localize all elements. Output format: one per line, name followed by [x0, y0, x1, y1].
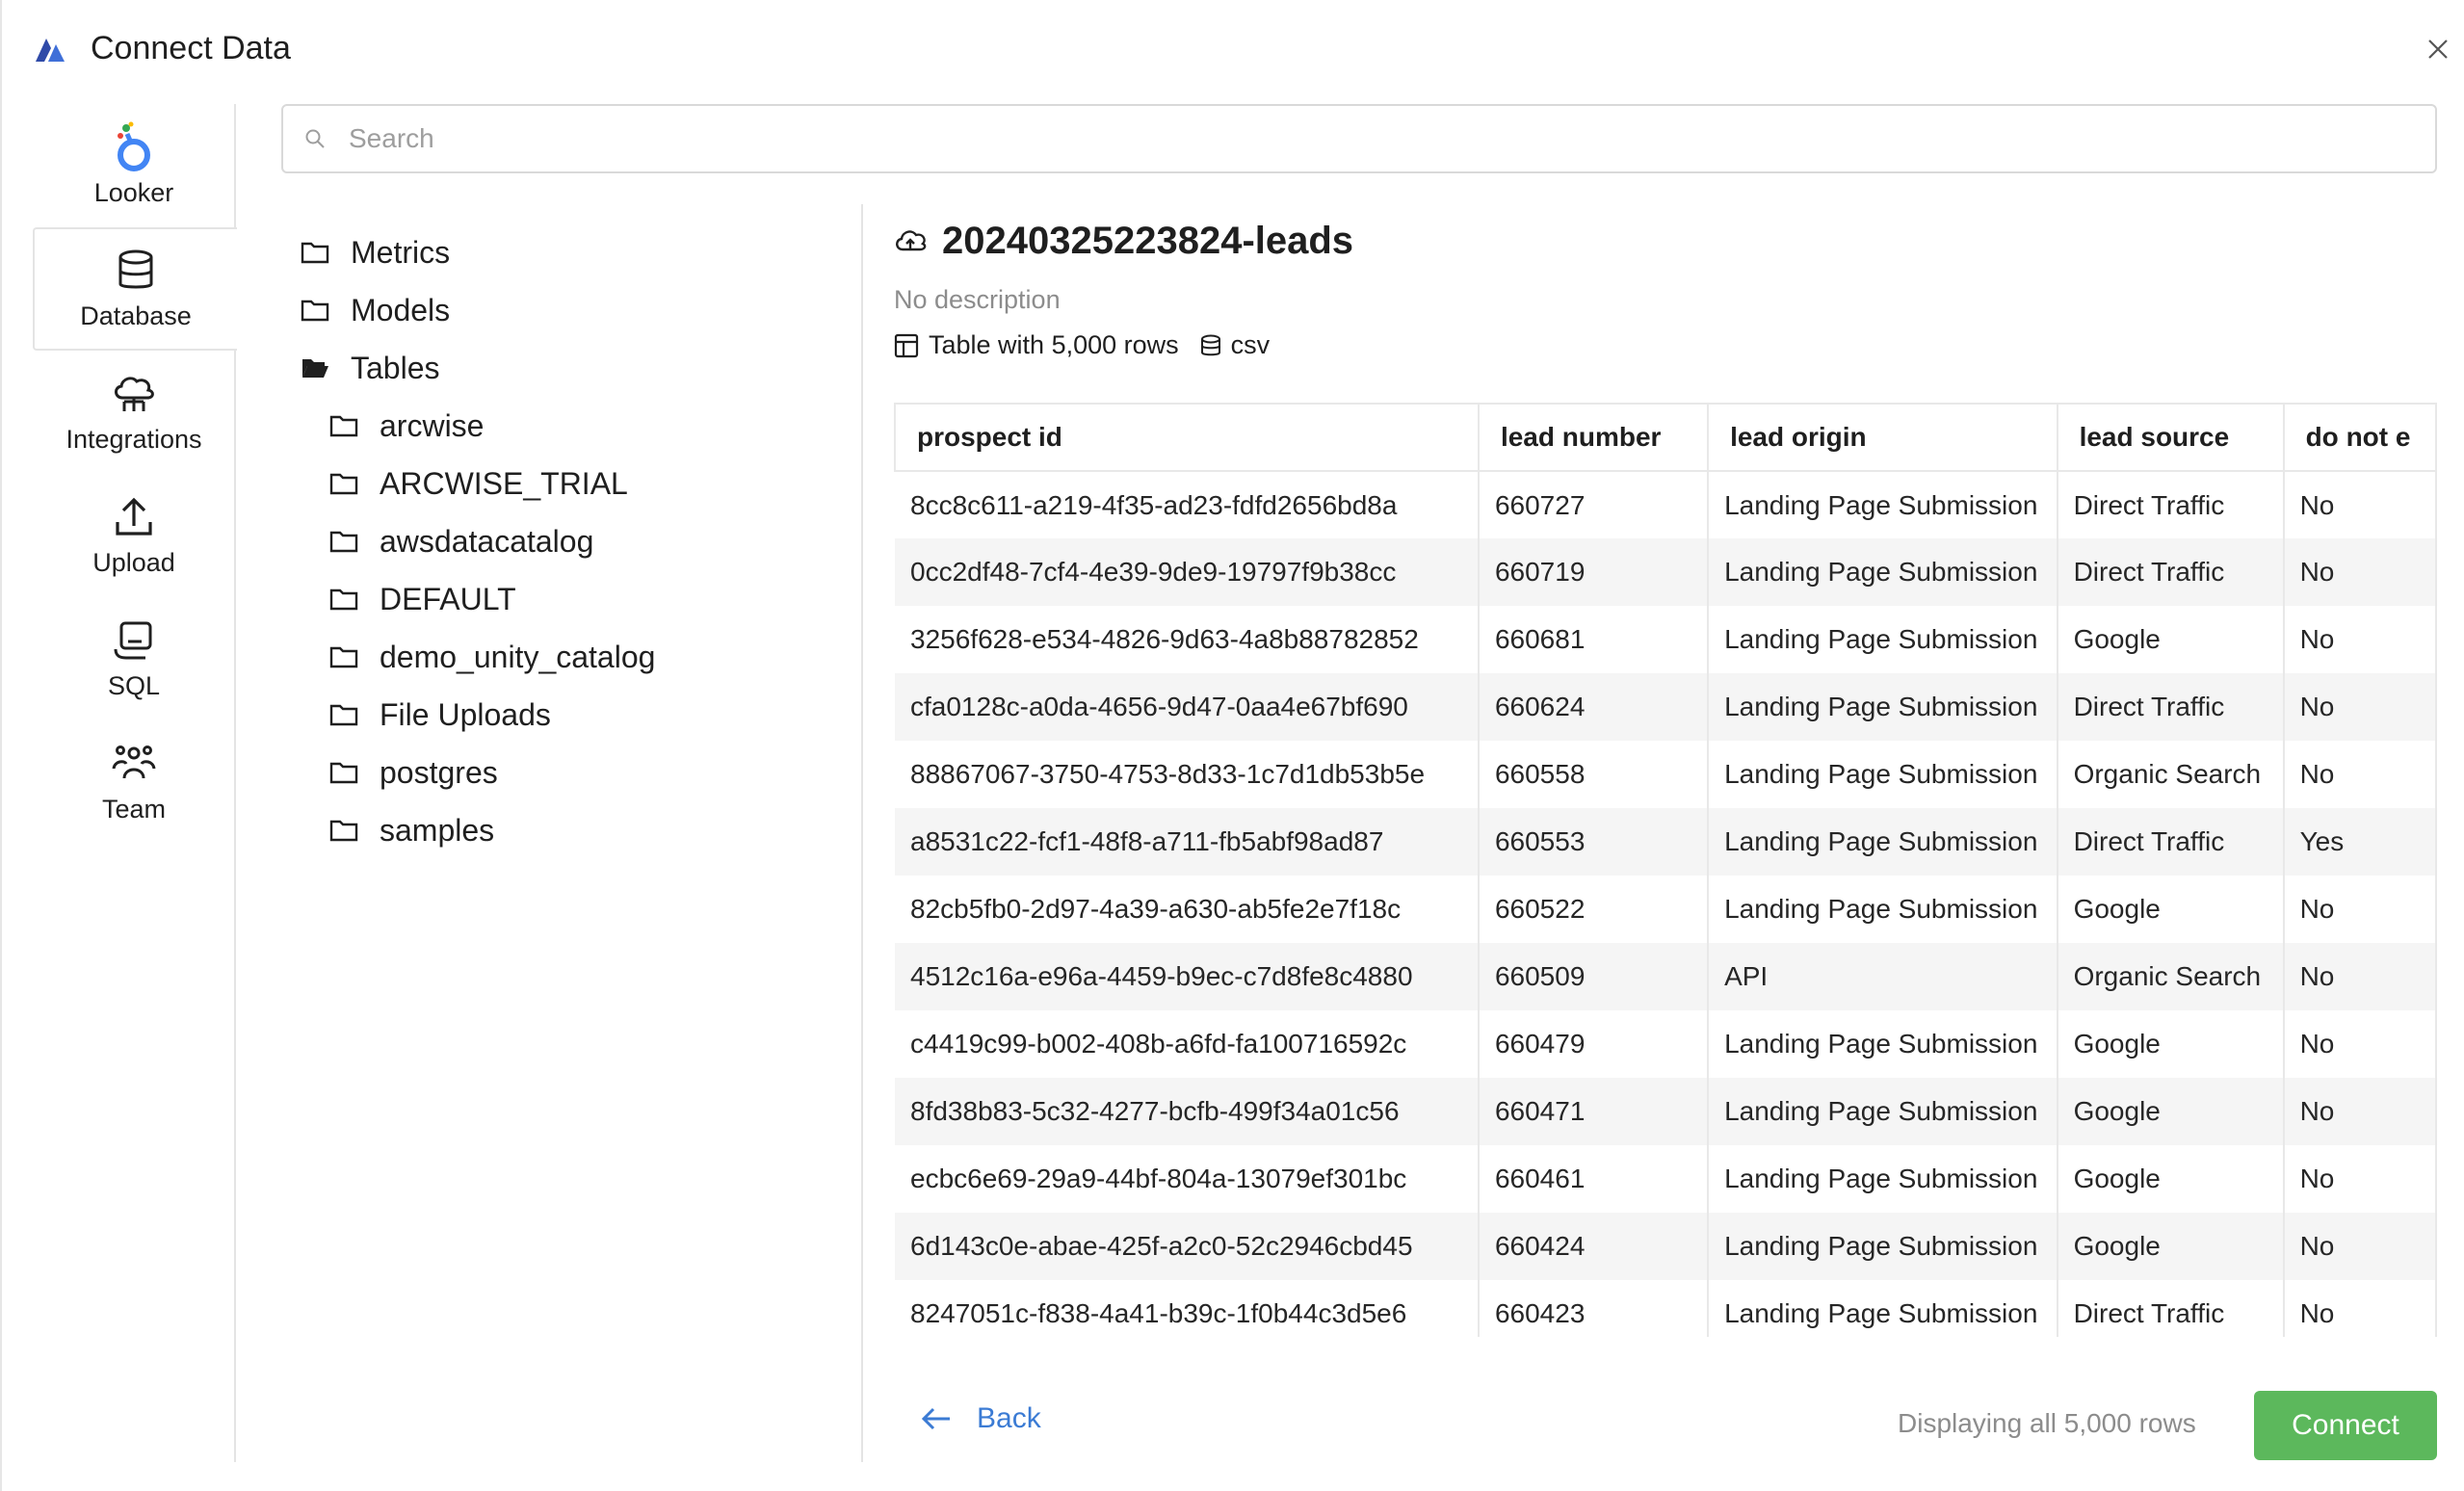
table-cell: 660509 — [1479, 943, 1708, 1010]
dialog-title: Connect Data — [91, 29, 291, 66]
catalog-tree — [301, 223, 655, 859]
dialog-header — [33, 27, 291, 69]
table-cell: No — [2284, 876, 2436, 943]
folder-icon — [329, 760, 358, 785]
table-name: 20240325223824-leads — [942, 219, 1354, 262]
upload-icon — [111, 494, 157, 540]
table-cell: No — [2284, 538, 2436, 606]
table-cell: Landing Page Submission — [1708, 1145, 2058, 1213]
column-header[interactable]: lead source — [2058, 404, 2284, 471]
tree-label: Metrics — [351, 234, 451, 270]
table-cell: 6d143c0e-abae-425f-a2c0-52c2946cbd45 — [895, 1213, 1479, 1280]
folder-icon — [329, 587, 358, 612]
table-cell: 4512c16a-e96a-4459-b9ec-c7d8fe8c4880 — [895, 943, 1479, 1010]
table-cell: 88867067-3750-4753-8d33-1c7d1db53b5e — [895, 741, 1479, 808]
column-header[interactable]: prospect id — [895, 404, 1479, 471]
table-cell: No — [2284, 1010, 2436, 1078]
table-cell: 660681 — [1479, 606, 1708, 673]
detail-title — [894, 212, 2464, 270]
nav-label-sql: SQL — [107, 670, 161, 700]
search-box[interactable] — [281, 104, 2437, 173]
table-cell: ecbc6e69-29a9-44bf-804a-13079ef301bc — [895, 1145, 1479, 1213]
table-row — [895, 808, 2436, 876]
table-cell: 8247051c-f838-4a41-b39c-1f0b44c3d5e6 — [895, 1280, 1479, 1337]
table-cell: Google — [2058, 1010, 2284, 1078]
table-cell: Organic Search — [2058, 741, 2284, 808]
table-cell: Landing Page Submission — [1708, 673, 2058, 741]
table-cell: Landing Page Submission — [1708, 606, 2058, 673]
nav-item-integrations[interactable] — [33, 351, 235, 474]
table-cell: Landing Page Submission — [1708, 1078, 2058, 1145]
data-preview-table[interactable] — [894, 403, 2437, 1337]
table-cell: No — [2284, 1280, 2436, 1337]
nav-label-looker: Looker — [93, 177, 174, 207]
tree-item-child[interactable] — [301, 744, 655, 801]
table-cell: Landing Page Submission — [1708, 741, 2058, 808]
table-cell: Direct Traffic — [2058, 1280, 2284, 1337]
table-cell: 660727 — [1479, 471, 1708, 538]
tree-label: arcwise — [380, 407, 485, 443]
table-description: No description — [894, 285, 1061, 314]
table-cell: No — [2284, 943, 2436, 1010]
cloud-upload-icon — [894, 227, 927, 254]
table-cell: 82cb5fb0-2d97-4a39-a630-ab5fe2e7f18c — [895, 876, 1479, 943]
tree-item-child[interactable] — [301, 455, 655, 512]
tree-item-child[interactable] — [301, 512, 655, 570]
table-cell: No — [2284, 606, 2436, 673]
table-cell: No — [2284, 741, 2436, 808]
table-cell: 660522 — [1479, 876, 1708, 943]
table-cell: Landing Page Submission — [1708, 1213, 2058, 1280]
back-label: Back — [977, 1402, 1041, 1434]
close-button[interactable] — [2422, 33, 2454, 65]
nav-item-looker[interactable] — [33, 104, 235, 227]
tree-item-child[interactable] — [301, 628, 655, 686]
database-icon — [113, 248, 159, 294]
tree-label: DEFAULT — [380, 581, 516, 616]
tree-divider — [861, 204, 863, 1462]
table-cell: 660553 — [1479, 808, 1708, 876]
tree-label: ARCWISE_TRIAL — [380, 465, 628, 501]
tree-item-child[interactable] — [301, 397, 655, 455]
tree-label: samples — [380, 812, 495, 848]
table-cell: Landing Page Submission — [1708, 808, 2058, 876]
team-icon — [111, 741, 157, 787]
table-cell: No — [2284, 1213, 2436, 1280]
table-cell: Yes — [2284, 808, 2436, 876]
table-cell: 8cc8c611-a219-4f35-ad23-fdfd2656bd8a — [895, 471, 1479, 538]
table-cell: 660624 — [1479, 673, 1708, 741]
table-cell: Landing Page Submission — [1708, 538, 2058, 606]
sql-terminal-icon — [111, 617, 157, 664]
nav-item-upload[interactable] — [33, 474, 235, 597]
table-row — [895, 538, 2436, 606]
table-cell: Direct Traffic — [2058, 673, 2284, 741]
source-label: csv — [1230, 330, 1271, 359]
tree-item-models[interactable] — [301, 281, 655, 339]
table-cell: a8531c22-fcf1-48f8-a711-fb5abf98ad87 — [895, 808, 1479, 876]
table-cell: 3256f628-e534-4826-9d63-4a8b88782852 — [895, 606, 1479, 673]
tree-label: File Uploads — [380, 696, 551, 732]
table-cell: 660423 — [1479, 1280, 1708, 1337]
folder-icon — [301, 298, 329, 323]
table-cell: 660558 — [1479, 741, 1708, 808]
table-row — [895, 673, 2436, 741]
table-row — [895, 876, 2436, 943]
table-row — [895, 1280, 2436, 1337]
table-grid-icon — [894, 333, 919, 358]
tree-label: awsdatacatalog — [380, 523, 594, 559]
table-cell: No — [2284, 471, 2436, 538]
table-cell: Google — [2058, 606, 2284, 673]
source-nav — [33, 104, 235, 844]
tree-item-metrics[interactable] — [301, 223, 655, 281]
table-row — [895, 741, 2436, 808]
table-cell: Landing Page Submission — [1708, 1280, 2058, 1337]
tree-item-child[interactable] — [301, 570, 655, 628]
tree-label: Tables — [351, 350, 440, 385]
search-icon — [304, 128, 326, 149]
nav-item-sql[interactable] — [33, 597, 235, 720]
table-cell: 0cc2df48-7cf4-4e39-9de9-19797f9b38cc — [895, 538, 1479, 606]
folder-open-icon — [301, 355, 329, 380]
tree-item-child[interactable] — [301, 801, 655, 859]
table-cell: API — [1708, 943, 2058, 1010]
tree-item-child[interactable] — [301, 686, 655, 744]
arrow-left-icon — [921, 1406, 952, 1431]
table-meta — [894, 330, 2464, 360]
arcwise-logo-icon — [33, 31, 67, 65]
tree-label: demo_unity_catalog — [380, 639, 656, 674]
row-count-meta — [894, 330, 1179, 360]
table-cell: 660719 — [1479, 538, 1708, 606]
back-button[interactable] — [921, 1402, 1041, 1435]
table-cell: 660479 — [1479, 1010, 1708, 1078]
table-row — [895, 1145, 2436, 1213]
database-small-icon — [1200, 334, 1221, 357]
nav-item-database[interactable] — [33, 227, 237, 351]
table-row — [895, 471, 2436, 538]
table-cell: Google — [2058, 1145, 2284, 1213]
folder-icon — [329, 471, 358, 496]
table-header-row — [895, 404, 2436, 471]
table-row — [895, 606, 2436, 673]
table-row — [895, 1213, 2436, 1280]
nav-label-database: Database — [80, 301, 192, 330]
close-icon — [2426, 38, 2450, 61]
table-row — [895, 1010, 2436, 1078]
table-cell: No — [2284, 1145, 2436, 1213]
column-header[interactable]: lead number — [1479, 404, 1708, 471]
table-cell: Landing Page Submission — [1708, 1010, 2058, 1078]
row-count-status: Displaying all 5,000 rows — [1898, 1408, 2196, 1438]
folder-icon — [329, 644, 358, 669]
table-cell: Organic Search — [2058, 943, 2284, 1010]
table-cell: Direct Traffic — [2058, 471, 2284, 538]
table-cell: Landing Page Submission — [1708, 471, 2058, 538]
nav-label-integrations: Integrations — [66, 424, 202, 454]
connect-button[interactable]: Connect — [2254, 1391, 2437, 1460]
nav-item-team[interactable] — [33, 720, 235, 844]
table-cell: Direct Traffic — [2058, 808, 2284, 876]
tree-label: Models — [351, 292, 451, 327]
table-cell: Google — [2058, 1078, 2284, 1145]
rows-label: Table with 5,000 rows — [929, 330, 1179, 359]
nav-label-team: Team — [101, 794, 167, 824]
folder-icon — [301, 240, 329, 265]
source-meta — [1200, 330, 1271, 360]
dialog-left-border — [0, 0, 2, 1491]
folder-icon — [329, 413, 358, 438]
table-cell: cfa0128c-a0da-4656-9d47-0aa4e67bf690 — [895, 673, 1479, 741]
table-row — [895, 943, 2436, 1010]
table-cell: No — [2284, 673, 2436, 741]
table-cell: 8fd38b83-5c32-4277-bcfb-499f34a01c56 — [895, 1078, 1479, 1145]
tree-item-tables[interactable] — [301, 339, 655, 397]
tree-label: postgres — [380, 754, 498, 790]
table-cell: 660461 — [1479, 1145, 1708, 1213]
table-cell: No — [2284, 1078, 2436, 1145]
search-input[interactable] — [349, 123, 2275, 154]
table-cell: Landing Page Submission — [1708, 876, 2058, 943]
table-cell: 660424 — [1479, 1213, 1708, 1280]
table-detail — [894, 204, 2464, 360]
table-cell: Google — [2058, 876, 2284, 943]
column-header[interactable]: do not e — [2284, 404, 2436, 471]
folder-icon — [329, 818, 358, 843]
folder-icon — [329, 529, 358, 554]
table-cell: 660471 — [1479, 1078, 1708, 1145]
cloud-network-icon — [111, 371, 157, 417]
folder-icon — [329, 702, 358, 727]
table-cell: c4419c99-b002-408b-a6fd-fa100716592c — [895, 1010, 1479, 1078]
nav-label-upload: Upload — [92, 547, 175, 577]
table-cell: Direct Traffic — [2058, 538, 2284, 606]
column-header[interactable]: lead origin — [1708, 404, 2058, 471]
table-cell: Google — [2058, 1213, 2284, 1280]
looker-icon — [111, 124, 157, 170]
table-row — [895, 1078, 2436, 1145]
